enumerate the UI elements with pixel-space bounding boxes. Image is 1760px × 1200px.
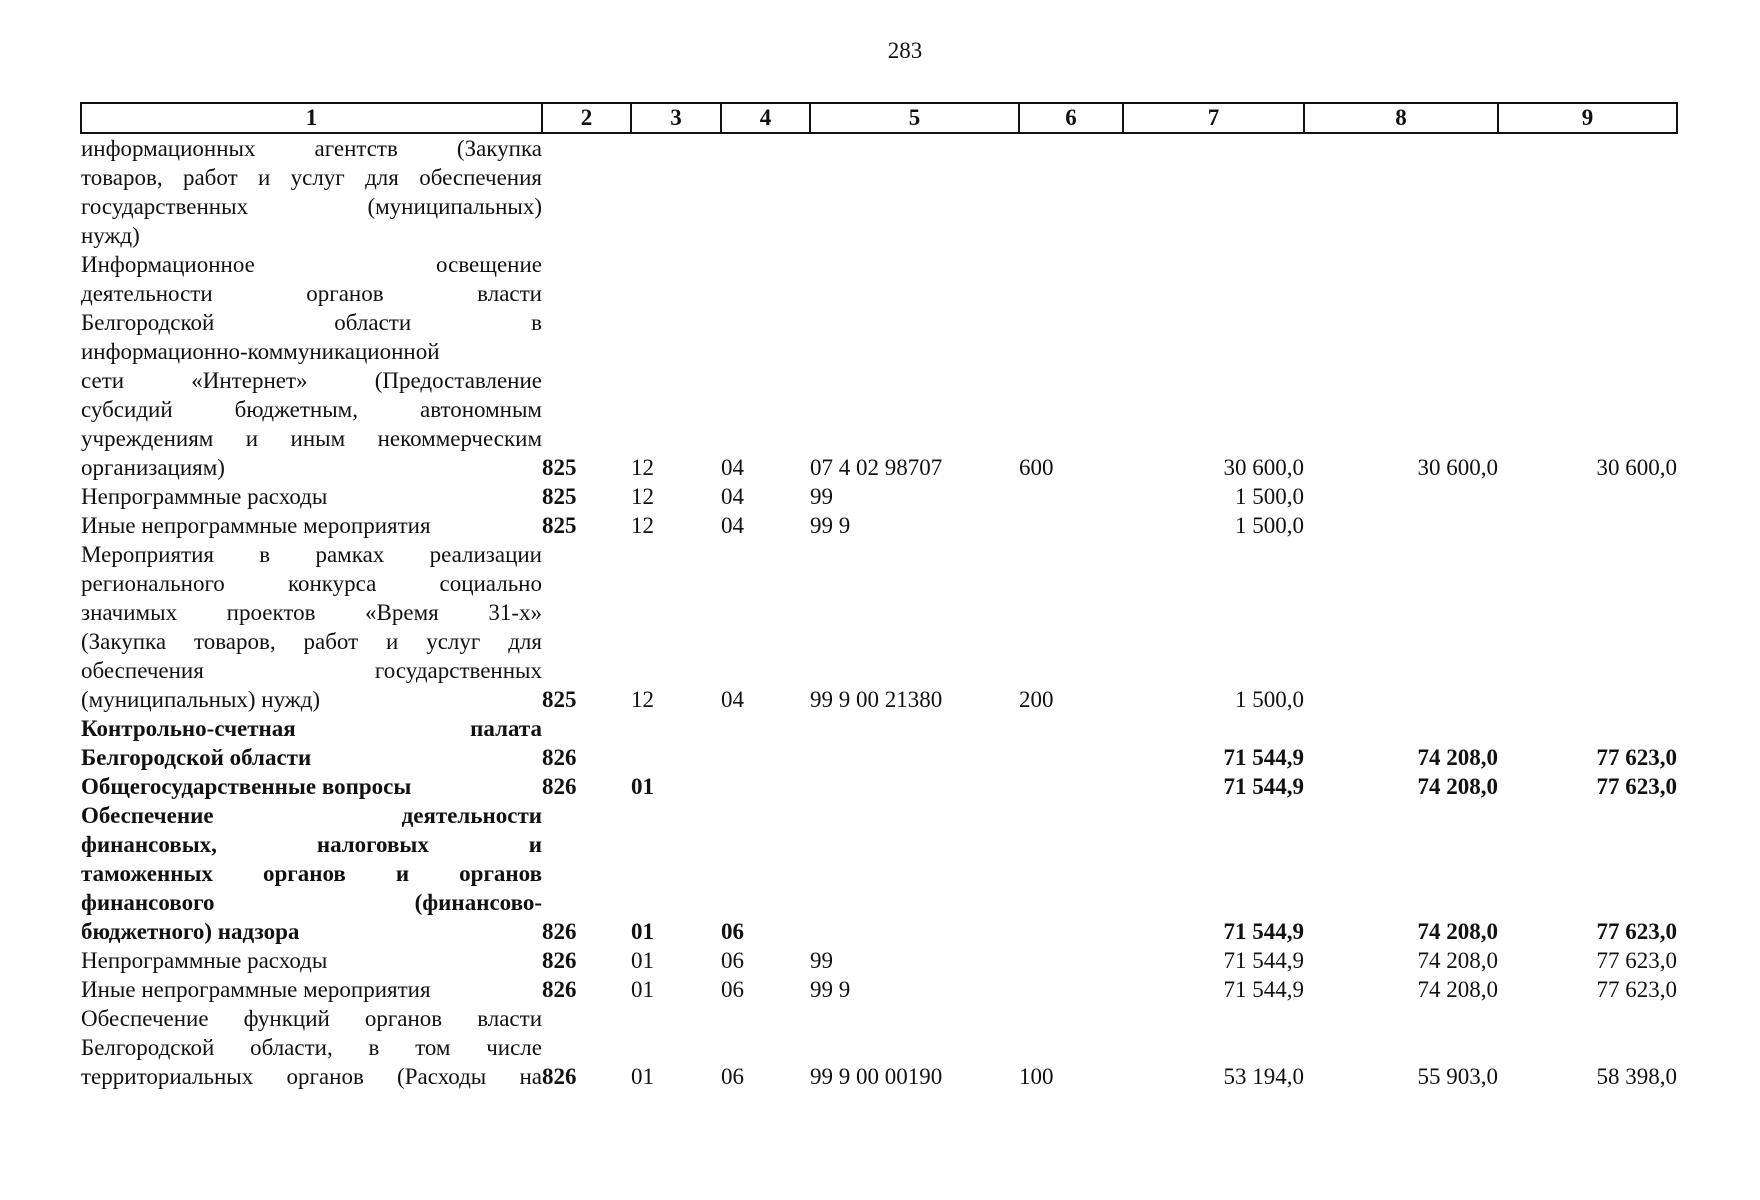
amount-year-2: 74 208,0 <box>1417 919 1498 944</box>
subsection-code <box>721 714 810 772</box>
subsection-code: 04 <box>721 687 744 712</box>
amount-year-2: 55 903,0 <box>1417 1064 1498 1089</box>
row-name-line: субсидий бюджетным, автономным <box>81 397 542 422</box>
table-row <box>81 511 1677 540</box>
subsection-code: 06 <box>721 977 744 1002</box>
target-article-code <box>810 133 1019 250</box>
amount-year-1: 1 500,0 <box>1235 513 1304 538</box>
column-header-9: 9 <box>1498 103 1677 133</box>
amount-year-3 <box>1498 133 1677 250</box>
row-name-line: (муниципальных) нужд) <box>81 687 321 712</box>
amount-year-1: 71 544,9 <box>1223 745 1304 770</box>
subsection-code: 06 <box>721 1064 744 1089</box>
row-name-line: деятельности органов власти <box>81 281 542 306</box>
amount-year-2: 74 208,0 <box>1417 745 1498 770</box>
subsection-code <box>721 772 810 801</box>
amount-year-2: 74 208,0 <box>1417 774 1498 799</box>
column-header-5: 5 <box>810 103 1019 133</box>
row-name-line: Иные непрограммные мероприятия <box>81 977 431 1002</box>
column-header-row <box>81 103 1677 133</box>
amount-year-3: 77 623,0 <box>1596 977 1677 1002</box>
row-name <box>81 511 542 540</box>
section-code <box>631 714 721 772</box>
amount-year-2: 30 600,0 <box>1417 455 1498 480</box>
expense-type-code <box>1019 714 1123 772</box>
amount-year-1: 71 544,9 <box>1223 919 1304 944</box>
section-code: 12 <box>631 484 654 509</box>
row-name-line: (Закупка товаров, работ и услуг для <box>81 629 542 654</box>
expense-type-code <box>1019 133 1123 250</box>
admin-code: 825 <box>542 687 577 712</box>
amount-year-3: 77 623,0 <box>1596 919 1677 944</box>
subsection-code: 06 <box>721 948 744 973</box>
section-code: 12 <box>631 455 654 480</box>
row-name-line: информационных агентств (Закупка <box>81 136 542 161</box>
column-header-2: 2 <box>542 103 631 133</box>
row-name-line: территориальных органов (Расходы на <box>81 1064 542 1089</box>
table-body <box>81 133 1677 1091</box>
row-name-line: финансового (финансово- <box>81 890 542 915</box>
section-code: 01 <box>631 774 654 799</box>
amount-year-2: 74 208,0 <box>1417 948 1498 973</box>
admin-code: 826 <box>542 774 577 799</box>
subsection-code <box>721 133 810 250</box>
amount-year-3 <box>1498 482 1677 511</box>
row-name-line: Информационное освещение <box>81 252 542 277</box>
subsection-code: 04 <box>721 484 744 509</box>
row-name <box>81 801 542 946</box>
table-row <box>81 801 1677 946</box>
amount-year-3: 77 623,0 <box>1596 774 1677 799</box>
row-name-line: Белгородской области, в том числе <box>81 1035 542 1060</box>
row-name <box>81 975 542 1004</box>
amount-year-3: 77 623,0 <box>1596 948 1677 973</box>
admin-code: 826 <box>542 919 577 944</box>
row-name-line: обеспечения государственных <box>81 658 542 683</box>
row-name-line: таможенных органов и органов <box>81 861 542 886</box>
admin-code: 825 <box>542 513 577 538</box>
row-name-line: Общегосударственные вопросы <box>81 774 412 799</box>
amount-year-1: 71 544,9 <box>1223 977 1304 1002</box>
target-article-code <box>810 714 1019 772</box>
section-code: 01 <box>631 948 654 973</box>
target-article-code: 99 <box>810 948 833 973</box>
row-name-line: государственных (муниципальных) <box>81 194 542 219</box>
row-name-line: Непрограммные расходы <box>81 484 328 509</box>
target-article-code: 07 4 02 98707 <box>810 455 943 480</box>
admin-code: 826 <box>542 977 577 1002</box>
row-name <box>81 772 542 801</box>
column-header-8: 8 <box>1304 103 1498 133</box>
admin-code: 825 <box>542 455 577 480</box>
table-row <box>81 946 1677 975</box>
expense-type-code: 100 <box>1019 1064 1054 1089</box>
amount-year-3: 77 623,0 <box>1596 745 1677 770</box>
amount-year-1: 1 500,0 <box>1235 687 1304 712</box>
row-name <box>81 133 542 250</box>
row-name-line: Контрольно-счетная палата <box>81 716 542 741</box>
row-name <box>81 482 542 511</box>
amount-year-3 <box>1498 540 1677 714</box>
target-article-code: 99 9 00 00190 <box>810 1064 943 1089</box>
admin-code: 826 <box>542 1064 577 1089</box>
amount-year-2 <box>1304 482 1498 511</box>
admin-code: 825 <box>542 484 577 509</box>
expense-type-code: 600 <box>1019 455 1054 480</box>
row-name-line: финансовых, налоговых и <box>81 832 542 857</box>
row-name <box>81 250 542 482</box>
row-name-line: Обеспечение деятельности <box>81 803 542 828</box>
table-row <box>81 772 1677 801</box>
amount-year-1: 71 544,9 <box>1223 948 1304 973</box>
row-name-line: значимых проектов «Время 31-х» <box>81 600 542 625</box>
table-row <box>81 975 1677 1004</box>
row-name-line: Белгородской области в <box>81 310 542 335</box>
admin-code: 826 <box>542 948 577 973</box>
expense-type-code <box>1019 772 1123 801</box>
table-row <box>81 482 1677 511</box>
expense-type-code <box>1019 482 1123 511</box>
admin-code: 826 <box>542 745 577 770</box>
amount-year-2 <box>1304 540 1498 714</box>
table-row <box>81 250 1677 482</box>
amount-year-2: 74 208,0 <box>1417 977 1498 1002</box>
expense-type-code <box>1019 946 1123 975</box>
row-name-line: Белгородской области <box>81 745 312 770</box>
table-row <box>81 714 1677 772</box>
target-article-code <box>810 801 1019 946</box>
row-name-line: Мероприятия в рамках реализации <box>81 542 542 567</box>
amount-year-2 <box>1304 133 1498 250</box>
column-header-7: 7 <box>1123 103 1304 133</box>
amount-year-3 <box>1498 511 1677 540</box>
amount-year-1: 53 194,0 <box>1223 1064 1304 1089</box>
expense-type-code: 200 <box>1019 687 1054 712</box>
subsection-code: 04 <box>721 455 744 480</box>
amount-year-3: 30 600,0 <box>1596 455 1677 480</box>
target-article-code: 99 <box>810 484 833 509</box>
amount-year-3: 58 398,0 <box>1596 1064 1677 1089</box>
row-name-line: регионального конкурса социально <box>81 571 542 596</box>
section-code <box>631 133 721 250</box>
table-row <box>81 133 1677 250</box>
amount-year-1: 1 500,0 <box>1235 484 1304 509</box>
section-code: 01 <box>631 977 654 1002</box>
target-article-code: 99 9 <box>810 513 851 538</box>
row-name-line: организациям) <box>81 455 225 480</box>
expense-type-code <box>1019 511 1123 540</box>
section-code: 01 <box>631 1064 654 1089</box>
column-header-4: 4 <box>721 103 810 133</box>
row-name-line: информационно-коммуникационной <box>81 339 440 364</box>
row-name <box>81 946 542 975</box>
page-number: 283 <box>887 38 923 63</box>
row-name-line: учреждениям и иным некоммерческим <box>81 426 542 451</box>
section-code: 12 <box>631 513 654 538</box>
target-article-code: 99 9 <box>810 977 851 1002</box>
amount-year-1: 71 544,9 <box>1223 774 1304 799</box>
row-name-line: сети «Интернет» (Предоставление <box>81 368 542 393</box>
amount-year-1 <box>1123 133 1304 250</box>
column-header-1: 1 <box>81 103 542 133</box>
admin-code <box>542 133 631 250</box>
row-name-line: Непрограммные расходы <box>81 948 328 973</box>
amount-year-2 <box>1304 511 1498 540</box>
table-row <box>81 540 1677 714</box>
row-name <box>81 540 542 714</box>
section-code: 12 <box>631 687 654 712</box>
subsection-code: 04 <box>721 513 744 538</box>
target-article-code <box>810 772 1019 801</box>
row-name-line: Обеспечение функций органов власти <box>81 1006 542 1031</box>
column-header-3: 3 <box>631 103 721 133</box>
row-name-line: товаров, работ и услуг для обеспечения <box>81 165 542 190</box>
amount-year-1: 30 600,0 <box>1223 455 1304 480</box>
column-header-6: 6 <box>1019 103 1123 133</box>
row-name <box>81 1004 542 1091</box>
target-article-code: 99 9 00 21380 <box>810 687 943 712</box>
table-row <box>81 1004 1677 1091</box>
row-name-line: Иные непрограммные мероприятия <box>81 513 431 538</box>
row-name-line: бюджетного) надзора <box>81 919 300 944</box>
expense-type-code <box>1019 801 1123 946</box>
section-code: 01 <box>631 919 654 944</box>
expense-type-code <box>1019 975 1123 1004</box>
row-name <box>81 714 542 772</box>
subsection-code: 06 <box>721 919 744 944</box>
budget-table <box>80 102 1678 1091</box>
row-name-line: нужд) <box>81 223 140 248</box>
